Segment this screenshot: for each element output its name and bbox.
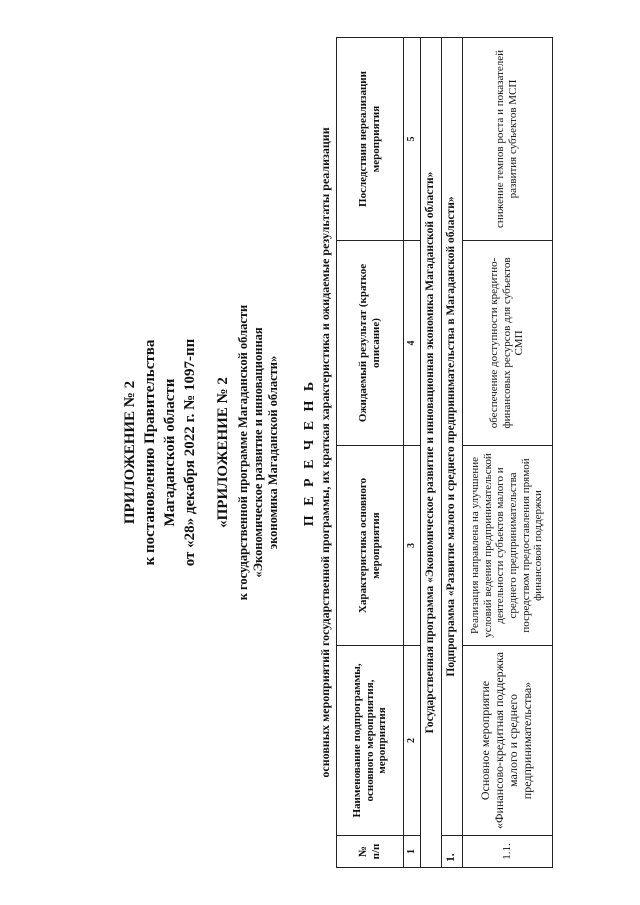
program-title: Государственная программа «Экономическое развитие и инновационная экономика Магаданской области» — [420, 38, 441, 868]
column-number: 4 — [404, 241, 421, 446]
measure-name: Основное мероприятие «Финансово-кредитная поддержка малого и среднего предпринимательства» — [462, 646, 552, 836]
list-title: П Е Р Е Ч Е Н Ь — [302, 378, 317, 527]
column-header: Последствия нереализации мероприятия — [337, 38, 404, 241]
resolution-line: к постановлению Правительства — [142, 339, 158, 566]
column-header: Наименование подпрограммы, основного мероприятия, мероприятия — [337, 646, 404, 836]
program-line-1: к государственной программе Магаданской области — [236, 304, 250, 601]
row-number: 1.1. — [462, 836, 552, 868]
measures-table — [336, 37, 553, 868]
column-number: 3 — [404, 446, 421, 646]
table-row — [462, 38, 552, 868]
appendix-title: ПРИЛОЖЕНИЕ № 2 — [122, 380, 138, 525]
program-line-2: «Экономическое развитие и инновационная — [251, 327, 265, 578]
expected-result: обеспечение доступности кредитно-финансовых ресурсов для субъектов СМП — [462, 241, 552, 446]
subprogram-title: Подпрограмма «Развитие малого и среднего предпринимательства в Магаданской области» — [441, 38, 462, 836]
column-number: 2 — [404, 646, 421, 836]
column-header: № п/п — [337, 836, 404, 868]
list-subtitle: основных мероприятий государственной программы, их краткая характеристика и ожидаемые результаты реализации — [318, 127, 332, 778]
subprogram-row — [441, 38, 462, 868]
region-line: Магаданской области — [162, 378, 178, 527]
column-number: 1 — [404, 836, 421, 868]
program-line-3: экономика Магаданской области» — [266, 355, 280, 550]
appendix-title-quoted: «ПРИЛОЖЕНИЕ № 2 — [215, 377, 231, 528]
measure-characteristic: Реализация направлена на улучшение условий ведения предпринимательской деятельности субъектов малого и среднего предпринимательства посредством предоставления прямой финансовой поддержки — [462, 446, 552, 646]
date-line: от «28» декабря 2022 г. № 1097-пп — [182, 338, 198, 567]
column-header: Ожидаемый результат (краткое описание) — [337, 241, 404, 446]
column-header: Характеристика основного мероприятия — [337, 446, 404, 646]
table-header-row — [337, 38, 404, 868]
non-implementation-consequences: снижение темпов роста и показателей развития субъектов МСП — [462, 38, 552, 241]
column-number: 5 — [404, 38, 421, 241]
program-row — [420, 38, 441, 868]
column-number-row — [404, 38, 421, 868]
subprogram-number: 1. — [441, 836, 462, 868]
